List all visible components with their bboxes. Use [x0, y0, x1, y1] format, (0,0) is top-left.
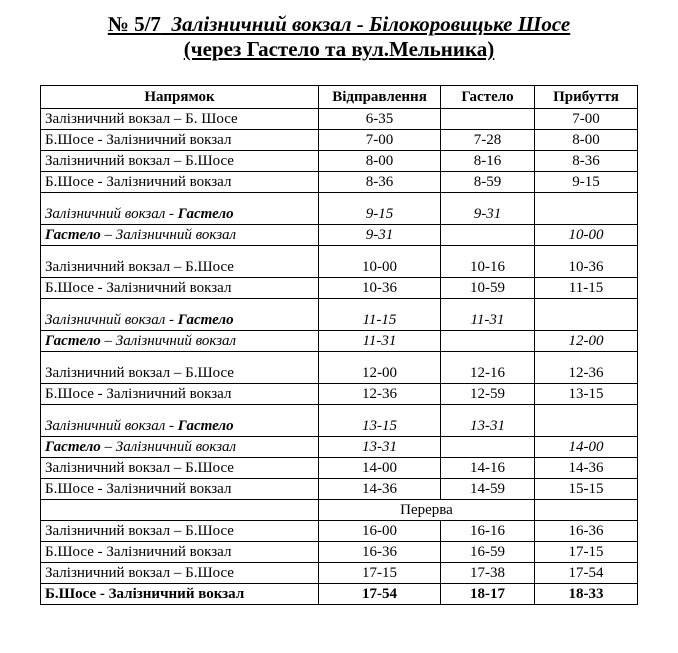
table-row	[41, 278, 638, 299]
row-direction: Б.Шосе - Залізничний вокзал	[41, 584, 319, 605]
table-row	[41, 542, 638, 563]
table-row	[41, 458, 638, 479]
row-departure: 12-00	[319, 352, 441, 384]
row-gastelo: 17-38	[441, 563, 535, 584]
row-direction	[41, 331, 319, 352]
row-arrival: 16-36	[535, 521, 638, 542]
row-gastelo: 11-31	[441, 299, 535, 331]
row-arrival: 12-00	[535, 331, 638, 352]
row-gastelo: 16-16	[441, 521, 535, 542]
row-gastelo	[441, 331, 535, 352]
row-arrival: 14-00	[535, 437, 638, 458]
row-direction: Б.Шосе - Залізничний вокзал	[41, 479, 319, 500]
row-direction-from: Гастело	[45, 227, 101, 243]
row-direction-to: – Залізничний вокзал	[100, 333, 237, 349]
row-departure: 11-31	[319, 331, 441, 352]
route-name: Залізничний вокзал - Білокоровицьке Шосе	[171, 12, 571, 36]
row-direction: Залізничний вокзал – Б.Шосе	[41, 246, 319, 278]
table-row	[41, 172, 638, 193]
table-row	[41, 479, 638, 500]
row-direction: Б.Шосе - Залізничний вокзал	[41, 278, 319, 299]
table-row-gastelo-out	[41, 405, 638, 437]
row-departure: 8-36	[319, 172, 441, 193]
row-direction-to: Гастело	[177, 312, 234, 328]
row-arrival: 12-36	[535, 352, 638, 384]
row-direction-from: Залізничний вокзал -	[45, 312, 178, 328]
table-row-gastelo-back	[41, 437, 638, 458]
row-direction: Б.Шосе - Залізничний вокзал	[41, 542, 319, 563]
row-gastelo: 9-31	[441, 193, 535, 225]
row-gastelo	[441, 437, 535, 458]
row-direction: Залізничний вокзал – Б.Шосе	[41, 352, 319, 384]
row-arrival: 8-00	[535, 130, 638, 151]
row-departure: 11-15	[319, 299, 441, 331]
table-row	[41, 151, 638, 172]
row-direction-from: Залізничний вокзал -	[45, 206, 178, 222]
break-empty-cell	[41, 500, 319, 521]
row-arrival	[535, 405, 638, 437]
table-row-gastelo-out	[41, 299, 638, 331]
row-arrival: 10-00	[535, 225, 638, 246]
row-departure: 10-00	[319, 246, 441, 278]
header-arrival: Прибуття	[535, 86, 638, 109]
row-arrival: 8-36	[535, 151, 638, 172]
row-departure: 7-00	[319, 130, 441, 151]
row-direction-from: Гастело	[45, 439, 101, 455]
row-direction: Б.Шосе - Залізничний вокзал	[41, 384, 319, 405]
row-gastelo: 18-17	[441, 584, 535, 605]
row-gastelo: 10-59	[441, 278, 535, 299]
row-gastelo: 10-16	[441, 246, 535, 278]
row-departure: 9-31	[319, 225, 441, 246]
row-direction: Залізничний вокзал – Б.Шосе	[41, 563, 319, 584]
row-direction-from: Гастело	[45, 333, 101, 349]
row-departure: 16-36	[319, 542, 441, 563]
row-gastelo: 7-28	[441, 130, 535, 151]
table-row	[41, 130, 638, 151]
page-title	[0, 12, 678, 36]
table-row	[41, 521, 638, 542]
row-gastelo: 13-31	[441, 405, 535, 437]
row-direction-from: Залізничний вокзал -	[45, 418, 178, 434]
row-gastelo: 8-59	[441, 172, 535, 193]
row-gastelo	[441, 225, 535, 246]
row-direction: Залізничний вокзал – Б. Шосе	[41, 109, 319, 130]
row-departure: 13-31	[319, 437, 441, 458]
table-row	[41, 246, 638, 278]
row-direction	[41, 299, 319, 331]
row-gastelo: 16-59	[441, 542, 535, 563]
row-direction	[41, 225, 319, 246]
row-departure: 12-36	[319, 384, 441, 405]
row-arrival: 11-15	[535, 278, 638, 299]
row-departure: 13-15	[319, 405, 441, 437]
break-empty-cell	[535, 500, 638, 521]
row-departure: 17-15	[319, 563, 441, 584]
row-gastelo: 14-16	[441, 458, 535, 479]
row-arrival: 7-00	[535, 109, 638, 130]
table-row	[41, 352, 638, 384]
table-row	[41, 384, 638, 405]
break-label: Перерва	[319, 500, 535, 521]
row-departure: 14-00	[319, 458, 441, 479]
table-row-gastelo-back	[41, 331, 638, 352]
row-arrival: 18-33	[535, 584, 638, 605]
row-arrival: 17-15	[535, 542, 638, 563]
row-direction: Залізничний вокзал – Б.Шосе	[41, 521, 319, 542]
row-arrival: 17-54	[535, 563, 638, 584]
row-arrival: 9-15	[535, 172, 638, 193]
row-direction: Б.Шосе - Залізничний вокзал	[41, 172, 319, 193]
row-arrival: 14-36	[535, 458, 638, 479]
row-departure: 14-36	[319, 479, 441, 500]
row-direction	[41, 193, 319, 225]
table-row-break	[41, 500, 638, 521]
header-departure: Відправлення	[319, 86, 441, 109]
row-direction	[41, 405, 319, 437]
route-via: (через Гастело та вул.Мельника)	[183, 37, 495, 61]
schedule-table	[40, 85, 638, 605]
row-direction-to: Гастело	[177, 418, 234, 434]
table-row	[41, 109, 638, 130]
row-departure: 9-15	[319, 193, 441, 225]
table-row-gastelo-back	[41, 225, 638, 246]
row-gastelo	[441, 109, 535, 130]
row-arrival	[535, 193, 638, 225]
header-gastelo: Гастело	[441, 86, 535, 109]
row-departure: 8-00	[319, 151, 441, 172]
table-row-gastelo-out	[41, 193, 638, 225]
row-departure: 6-35	[319, 109, 441, 130]
row-arrival	[535, 299, 638, 331]
table-row	[41, 563, 638, 584]
row-gastelo: 14-59	[441, 479, 535, 500]
row-gastelo: 8-16	[441, 151, 535, 172]
row-arrival: 15-15	[535, 479, 638, 500]
route-number: № 5/7	[107, 12, 161, 36]
header-direction: Напрямок	[41, 86, 319, 109]
row-departure: 17-54	[319, 584, 441, 605]
row-gastelo: 12-59	[441, 384, 535, 405]
row-direction: Залізничний вокзал – Б.Шосе	[41, 151, 319, 172]
row-arrival: 13-15	[535, 384, 638, 405]
row-arrival: 10-36	[535, 246, 638, 278]
row-departure: 16-00	[319, 521, 441, 542]
row-direction: Б.Шосе - Залізничний вокзал	[41, 130, 319, 151]
row-gastelo: 12-16	[441, 352, 535, 384]
row-departure: 10-36	[319, 278, 441, 299]
table-row-last	[41, 584, 638, 605]
row-direction	[41, 437, 319, 458]
table-header-row	[41, 86, 638, 109]
row-direction-to: – Залізничний вокзал	[100, 227, 237, 243]
row-direction-to: Гастело	[177, 206, 234, 222]
row-direction-to: – Залізничний вокзал	[100, 439, 237, 455]
row-direction: Залізничний вокзал – Б.Шосе	[41, 458, 319, 479]
